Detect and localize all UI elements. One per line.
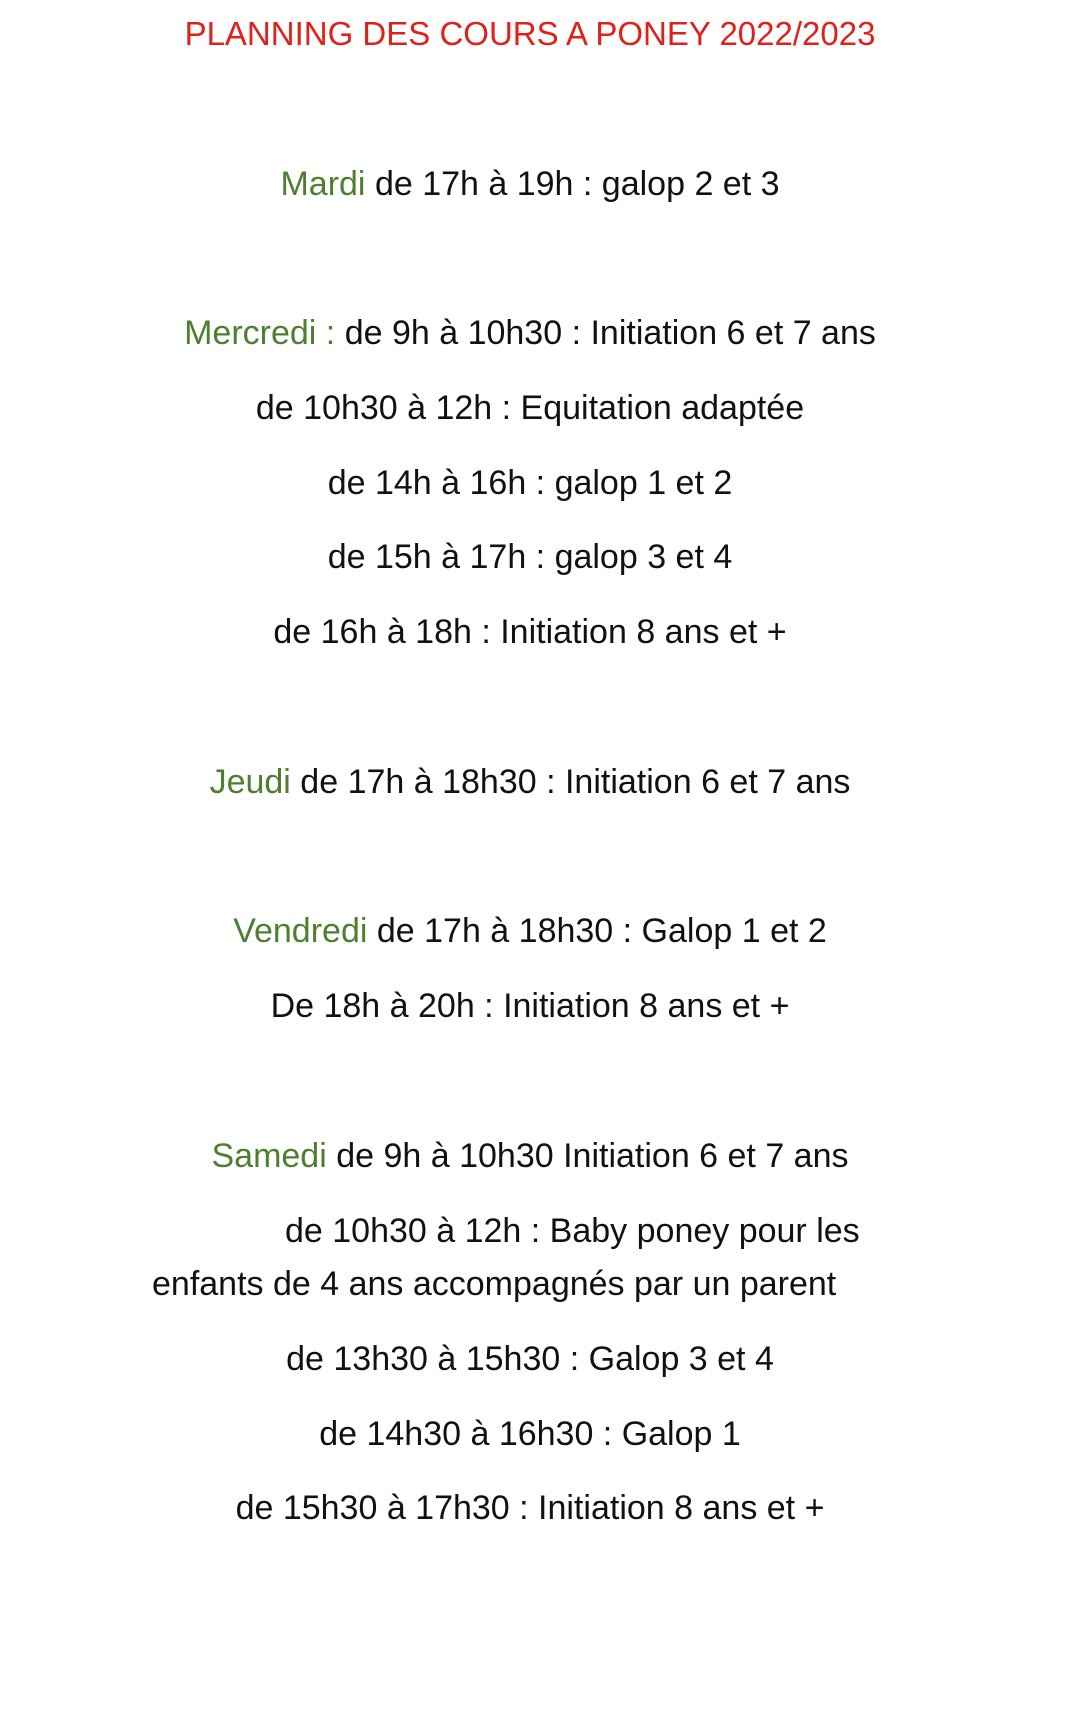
mardi-row (0, 164, 1060, 204)
day-label-jeudi: Jeudi (209, 763, 291, 801)
jeudi-row (0, 762, 1060, 802)
day-label-samedi: Samedi (211, 1137, 327, 1175)
day-label-mercredi: Mercredi : (184, 314, 336, 352)
mercredi-line-1: de 10h30 à 12h : Equitation adaptée (255, 389, 805, 427)
mercredi-row (0, 313, 1060, 353)
day-label-mardi: Mardi (280, 165, 366, 203)
mercredi-line-2: de 14h à 16h : galop 1 et 2 (327, 464, 733, 502)
samedi-wrap-line-2: enfants de 4 ans accompagnés par un parent (152, 1265, 837, 1303)
mercredi-schedule: de 9h à 10h30 : Initiation 6 et 7 ans (335, 314, 876, 352)
vendredi-schedule: de 17h à 18h30 : Galop 1 et 2 (367, 912, 827, 950)
samedi-schedule: de 9h à 10h30 Initiation 6 et 7 ans (326, 1137, 849, 1175)
samedi-line-1: de 13h30 à 15h30 : Galop 3 et 4 (286, 1340, 774, 1378)
vendredi-line-1: De 18h à 20h : Initiation 8 ans et + (270, 987, 790, 1025)
mercredi-line-3: de 15h à 17h : galop 3 et 4 (327, 538, 733, 576)
mercredi-line-4: de 16h à 18h : Initiation 8 ans et + (273, 613, 787, 651)
samedi-line-3: de 15h30 à 17h30 : Initiation 8 ans et + (235, 1489, 825, 1527)
samedi-row (0, 1136, 1060, 1176)
samedi-line-2: de 14h30 à 16h30 : Galop 1 (319, 1415, 741, 1453)
mardi-schedule: de 17h à 19h : galop 2 et 3 (365, 165, 780, 203)
jeudi-schedule: de 17h à 18h30 : Initiation 6 et 7 ans (290, 763, 851, 801)
day-label-vendredi: Vendredi (233, 912, 368, 950)
page-title: PLANNING DES COURS A PONEY 2022/2023 (184, 15, 876, 52)
vendredi-row (0, 911, 1060, 951)
samedi-wrap-line-1: de 10h30 à 12h : Baby poney pour les (285, 1212, 860, 1250)
